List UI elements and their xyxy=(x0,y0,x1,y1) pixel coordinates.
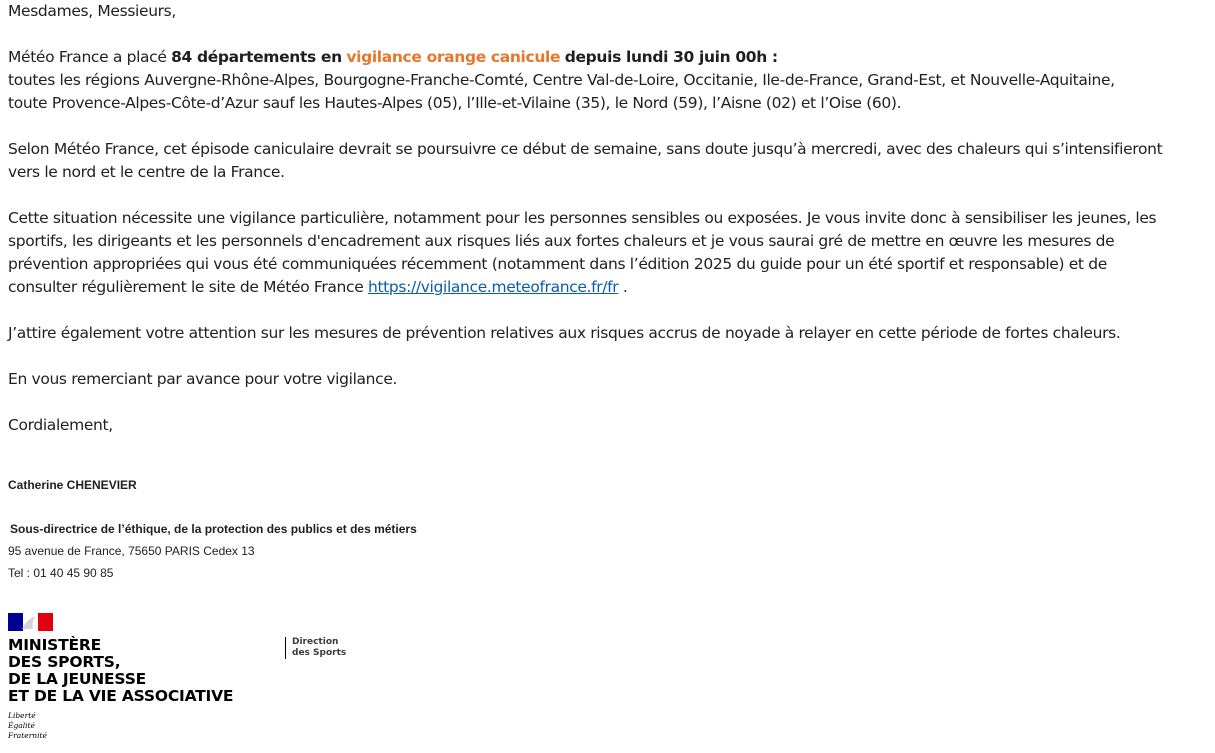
vigilance-line-4: consulter régulièrement le site de Météo France xyxy=(8,278,368,296)
motto-egalite: Égalité xyxy=(8,721,35,730)
paragraph-thanks: En vous remerciant par avance pour votre vigilance. xyxy=(8,370,398,388)
ministry-line-2: DES SPORTS, xyxy=(8,653,121,671)
marianne-flag-icon xyxy=(8,613,53,631)
paragraph-vigilance xyxy=(8,207,1208,299)
meteofrance-link[interactable]: https://vigilance.meteofrance.fr/fr xyxy=(367,278,619,296)
vigilance-line-1: Cette situation nécessite une vigilance particulière, notamment pour les personnes sensibles ou exposées. Je vous invite donc à sensibiliser les jeunes, les xyxy=(8,209,1157,227)
alert-level: vigilance orange canicule xyxy=(346,48,561,66)
alert-date: depuis lundi 30 juin 00h : xyxy=(564,48,778,66)
signature-phone: Tel : 01 40 45 90 85 xyxy=(8,566,114,580)
closing: Cordialement, xyxy=(8,416,113,434)
paragraph-alert xyxy=(8,46,1208,115)
signature-name: Catherine CHENEVIER xyxy=(8,478,137,492)
greeting: Mesdames, Messieurs, xyxy=(8,2,176,20)
ministry-line-3: DE LA JEUNESSE xyxy=(8,670,147,688)
alert-regions: toutes les régions Auvergne-Rhône-Alpes, Bourgogne-Franche-Comté, Centre Val-de-Loire, Occitanie, Ile-de-France, Grand-Est, et Nouvelle-Aquitaine, xyxy=(8,71,1115,89)
ministry-logo xyxy=(8,613,368,748)
vigilance-end: . xyxy=(618,278,628,296)
direction-line-1: Direction xyxy=(292,637,339,647)
forecast-line-1: Selon Météo France, cet épisode caniculaire devrait se poursuivre ce début de semaine, sans doute jusqu’à mercredi, avec des chaleurs qui s’intensifieront xyxy=(8,140,1163,158)
vigilance-line-2: sportifs, les dirigeants et les personnels d'encadrement aux risques liés aux fortes chaleurs et je vous saurai gré de mettre en œuvre les mesures de xyxy=(8,232,1115,250)
alert-intro: Météo France a placé xyxy=(8,48,172,66)
motto-fraternite: Fraternité xyxy=(8,731,47,740)
alert-count: 84 départements en xyxy=(171,48,342,66)
email-body xyxy=(8,0,1208,437)
signature-address: 95 avenue de France, 75650 PARIS Cedex 13 xyxy=(8,544,255,558)
signature-title: Sous-directrice de l’éthique, de la protection des publics et des métiers xyxy=(10,522,417,536)
alert-regions-2: toute Provence-Alpes-Côte-d’Azur sauf les Hautes-Alpes (05), l’Ille-et-Vilaine (35), le Nord (59), l’Aisne (02) et l’Oise (60). xyxy=(8,94,902,112)
direction-line-2: des Sports xyxy=(292,648,347,658)
vigilance-line-3: prévention appropriées qui vous été communiquées récemment (notamment dans l’édition 2025 du guide pour un été sportif et responsable) et de xyxy=(8,255,1107,273)
forecast-line-2: vers le nord et le centre de la France. xyxy=(8,163,285,181)
republic-motto xyxy=(8,711,47,741)
direction-label xyxy=(292,637,346,659)
motto-liberte: Liberté xyxy=(8,711,36,720)
paragraph-drowning: J’attire également votre attention sur les mesures de prévention relatives aux risques accrus de noyade à relayer en cette période de fortes chaleurs. xyxy=(8,324,1121,342)
ministry-line-1: MINISTÈRE xyxy=(8,636,101,654)
logo-divider xyxy=(285,637,286,659)
ministry-line-4: ET DE LA VIE ASSOCIATIVE xyxy=(8,687,234,705)
paragraph-forecast xyxy=(8,138,1208,184)
